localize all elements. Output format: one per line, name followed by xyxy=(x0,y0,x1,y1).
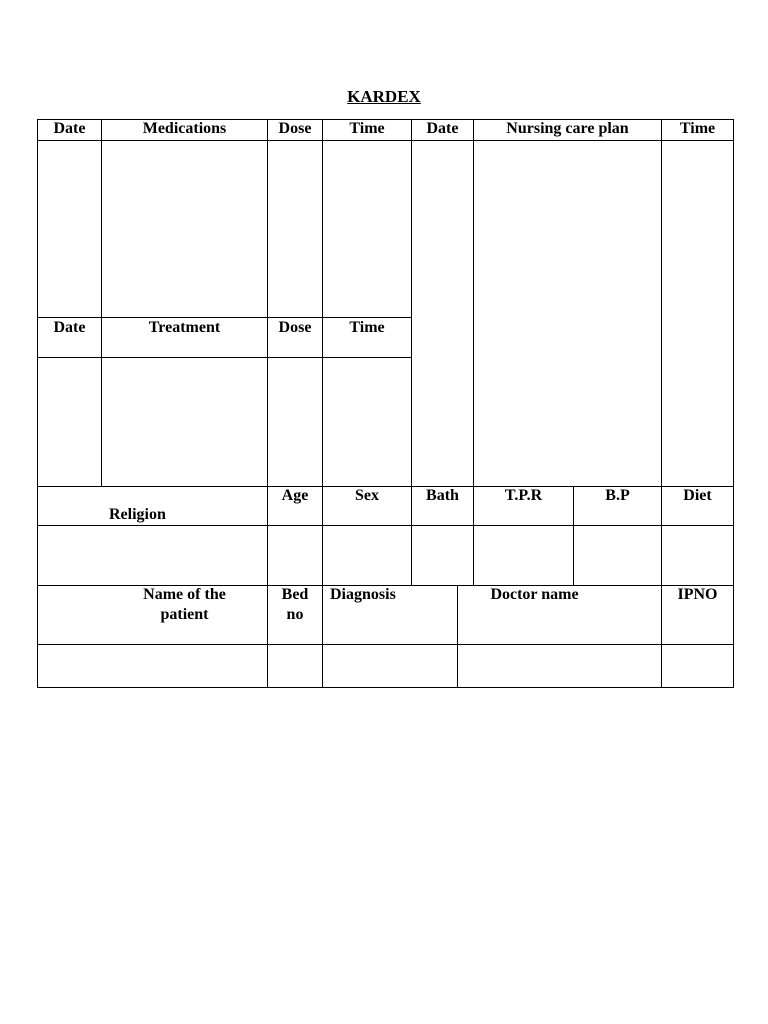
page-title: KARDEX xyxy=(347,87,421,106)
nursing-care-plan-entry-area xyxy=(412,141,733,486)
header-time: Time xyxy=(349,120,385,137)
header-nursing-date: Date xyxy=(426,120,459,137)
header-treatment-date: Date xyxy=(53,319,86,336)
patient-id-entry-row xyxy=(38,645,733,687)
header-sex: Sex xyxy=(355,487,379,504)
header-bed-line1: Bed xyxy=(281,586,309,603)
header-treatment: Treatment xyxy=(148,319,221,336)
header-bath: Bath xyxy=(426,487,459,504)
medications-entry-area xyxy=(38,141,411,317)
header-age: Age xyxy=(281,487,309,504)
header-tpr: T.P.R xyxy=(504,487,543,504)
header-doctor-name: Doctor name xyxy=(490,586,579,603)
header-medications: Medications xyxy=(142,120,227,137)
header-treatment-dose: Dose xyxy=(278,319,312,336)
header-patient-name-line2: patient xyxy=(160,606,209,623)
header-bp: B.P xyxy=(605,487,630,504)
table-border-right xyxy=(733,119,734,688)
header-diagnosis: Diagnosis xyxy=(330,586,396,603)
header-ipno: IPNO xyxy=(677,586,718,603)
header-patient-name-line1: Name of the xyxy=(143,586,226,603)
header-nursing-time: Time xyxy=(679,120,716,137)
header-date: Date xyxy=(53,120,86,137)
header-nursing-care-plan: Nursing care plan xyxy=(506,120,629,137)
header-diet: Diet xyxy=(683,487,712,504)
header-treatment-time: Time xyxy=(349,319,385,336)
header-religion: Religion xyxy=(109,506,166,523)
header-dose: Dose xyxy=(278,120,312,137)
table-border-bottom xyxy=(37,687,734,688)
patient-info-entry-row xyxy=(38,526,733,585)
header-bed-line2: no xyxy=(286,606,304,623)
treatment-entry-area xyxy=(38,358,411,486)
